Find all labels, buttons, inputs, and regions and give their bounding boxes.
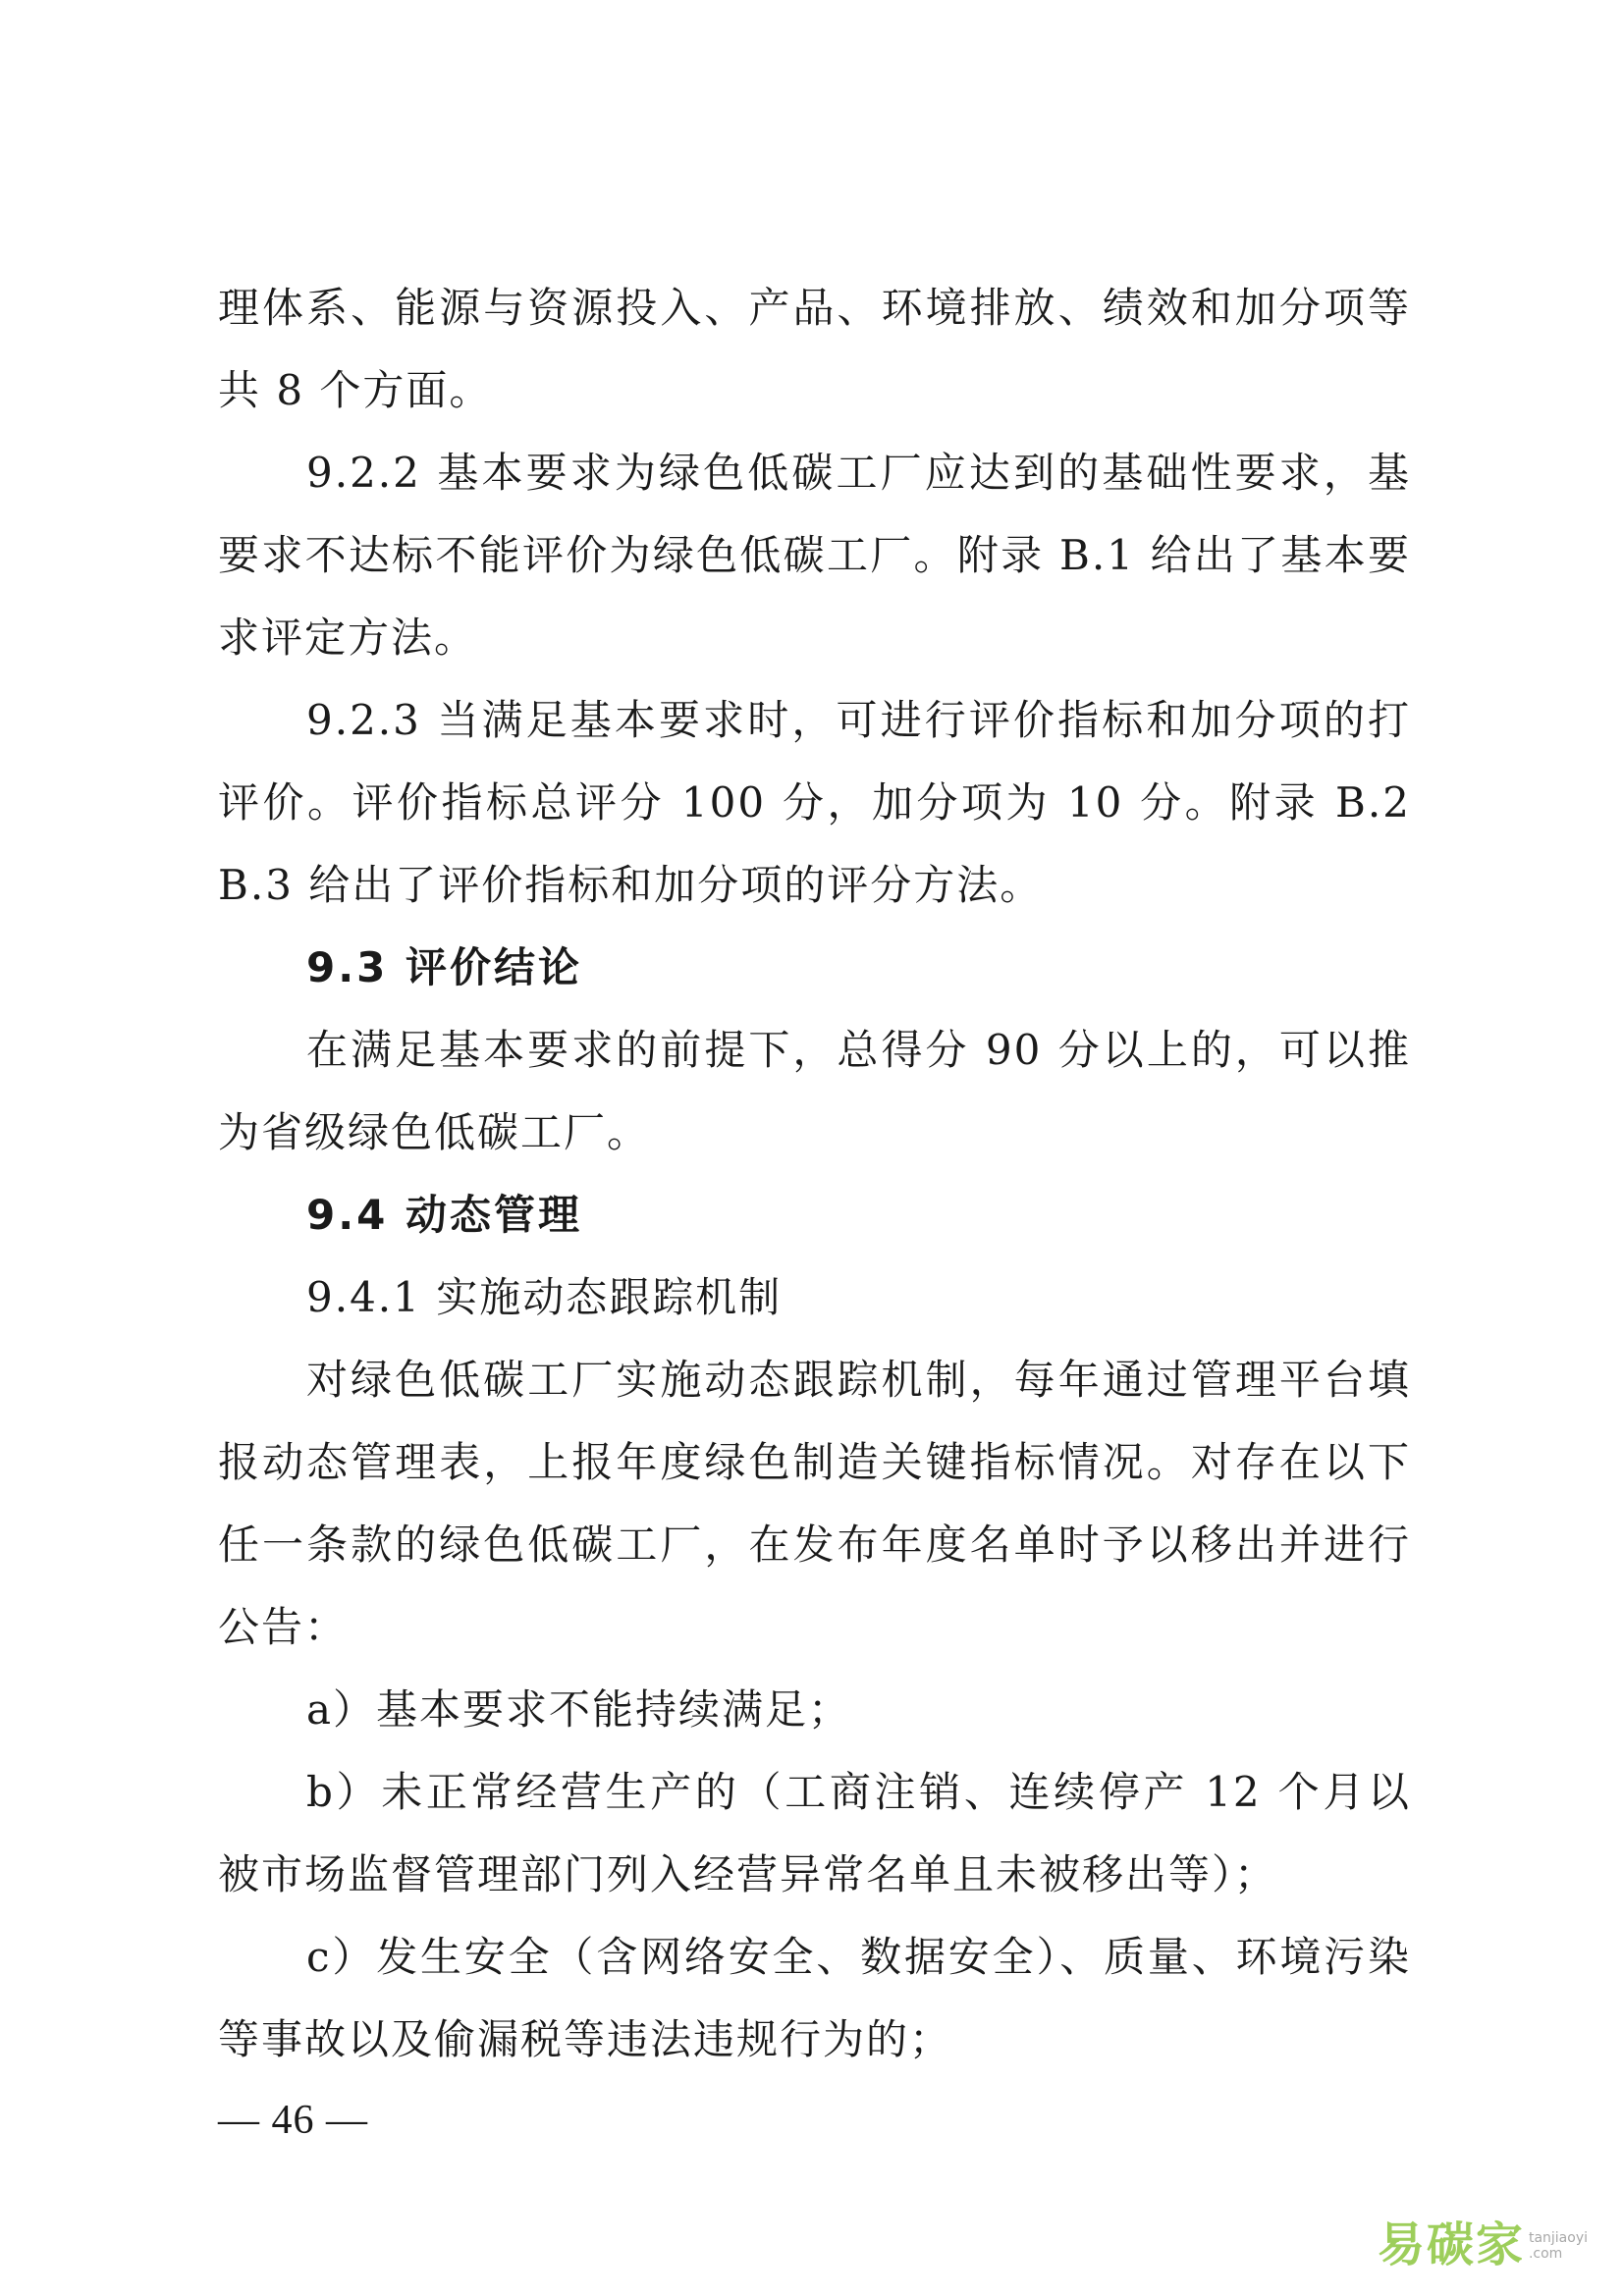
list-item-b-continued: 被市场监督管理部门列入经营异常名单且未被移出等）； [218, 1850, 1278, 1898]
list-item-a: a）基本要求不能持续满足； [306, 1685, 852, 1734]
section-heading-9-3: 9.3 评价结论 [306, 943, 583, 991]
text-line: 评价。评价指标总评分 100 分，加分项为 10 分。附录 B.2 [218, 778, 1411, 827]
text-line: 对绿色低碳工厂实施动态跟踪机制，每年通过管理平台填 [306, 1356, 1411, 1404]
text-line: B.3 给出了评价指标和加分项的评分方法。 [218, 861, 1044, 909]
watermark-domain-top: tanjiaoyi [1528, 2229, 1588, 2246]
text-line: 任一条款的绿色低碳工厂，在发布年度名单时予以移出并进行 [218, 1521, 1411, 1569]
clause-9-2-3-line: 9.2.3 当满足基本要求时，可进行评价指标和加分项的打 [306, 696, 1411, 744]
page-number: — 46 — [218, 2098, 368, 2143]
watermark-domain [1529, 2230, 1588, 2262]
text-line: 共 8 个方面。 [218, 366, 493, 414]
text-line: 理体系、能源与资源投入、产品、环境排放、绩效和加分项等 [218, 284, 1411, 332]
list-item-c-continued: 等事故以及偷漏税等违法违规行为的； [218, 2015, 953, 2063]
list-item-b: b）未正常经营生产的（工商注销、连续停产 12 个月以 [306, 1768, 1411, 1816]
text-line: 报动态管理表，上报年度绿色制造关键指标情况。对存在以下 [218, 1438, 1411, 1486]
text-line: 为省级绿色低碳工厂。 [218, 1108, 651, 1156]
section-heading-9-4: 9.4 动态管理 [306, 1191, 583, 1239]
text-line: 要求不达标不能评价为绿色低碳工厂。附录 B.1 给出了基本要 [218, 531, 1411, 579]
watermark-logo-text: 易碳家 [1377, 2217, 1525, 2272]
watermark-logo [1378, 2207, 1588, 2274]
text-line: 求评定方法。 [218, 614, 478, 662]
text-line: 公告： [218, 1603, 349, 1651]
clause-9-4-1-title: 9.4.1 实施动态跟踪机制 [306, 1273, 783, 1321]
list-item-c: c）发生安全（含网络安全、数据安全）、质量、环境污染 [306, 1933, 1411, 1981]
clause-9-2-2-line: 9.2.2 基本要求为绿色低碳工厂应达到的基础性要求，基 [306, 449, 1411, 497]
body-text [218, 267, 1411, 2081]
watermark-domain-bottom: .com [1528, 2245, 1563, 2262]
text-line: 在满足基本要求的前提下，总得分 90 分以上的，可以推 [306, 1026, 1411, 1074]
